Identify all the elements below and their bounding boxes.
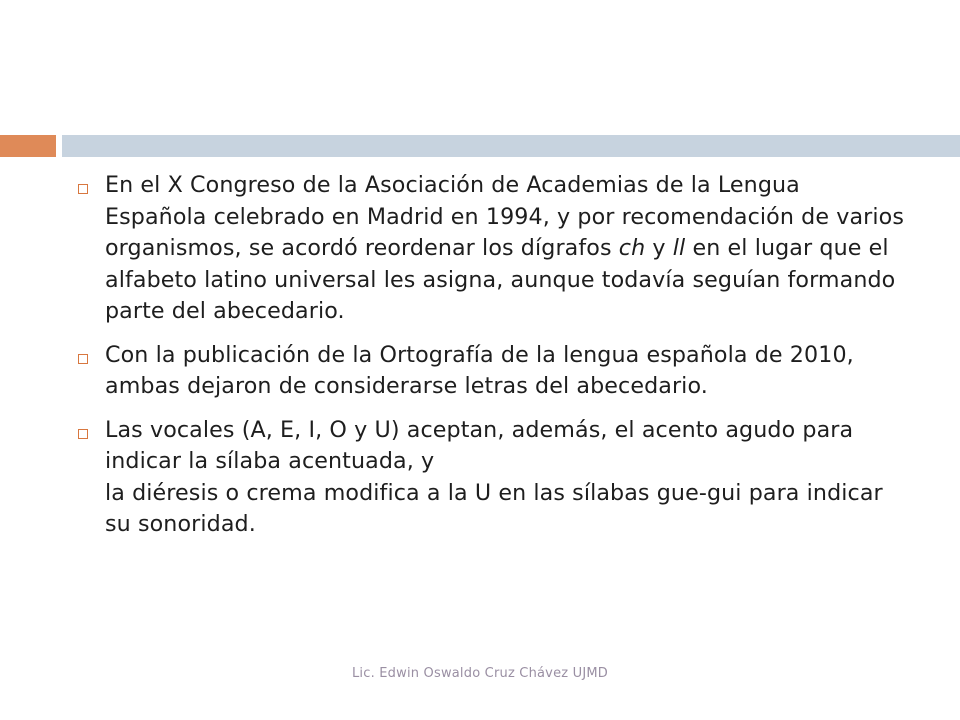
square-bullet-icon (78, 184, 88, 194)
square-bullet-icon (78, 429, 88, 439)
bullet-text-3-line-2: la diéresis o crema modifica a la U en las sílabas gue-gui para indicar su sonoridad. (105, 479, 883, 537)
bullet-item-2 (78, 340, 908, 403)
bullet-item-1 (78, 170, 908, 328)
bullet-text-3 (105, 415, 908, 541)
header-band (62, 135, 960, 157)
bullet-item-3 (78, 415, 908, 541)
square-bullet-icon (78, 354, 88, 364)
accent-band (0, 135, 56, 157)
footer-author: Lic. Edwin Oswaldo Cruz Chávez UJMD (351, 666, 609, 681)
bullet-text-1: En el X Congreso de la Asociación de Academias de la Lengua Española celebrado en Madrid en 1994, y por recomendación de varios organismos, se acordó reordenar los dígrafos ch y ll en el lugar que el alfabeto latino universal les asigna, aunque todavía seguían formando parte del abecedario. (105, 172, 905, 324)
bullet-text-2: Con la publicación de la Ortografía de la lengua española de 2010, ambas dejaron de considerarse letras del abecedario. (105, 341, 854, 399)
bullet-text-3-line-1: Las vocales (A, E, I, O y U) aceptan, además, el acento agudo para indicar la sílaba acentuada, y (105, 416, 854, 474)
bullet-list (78, 170, 908, 553)
